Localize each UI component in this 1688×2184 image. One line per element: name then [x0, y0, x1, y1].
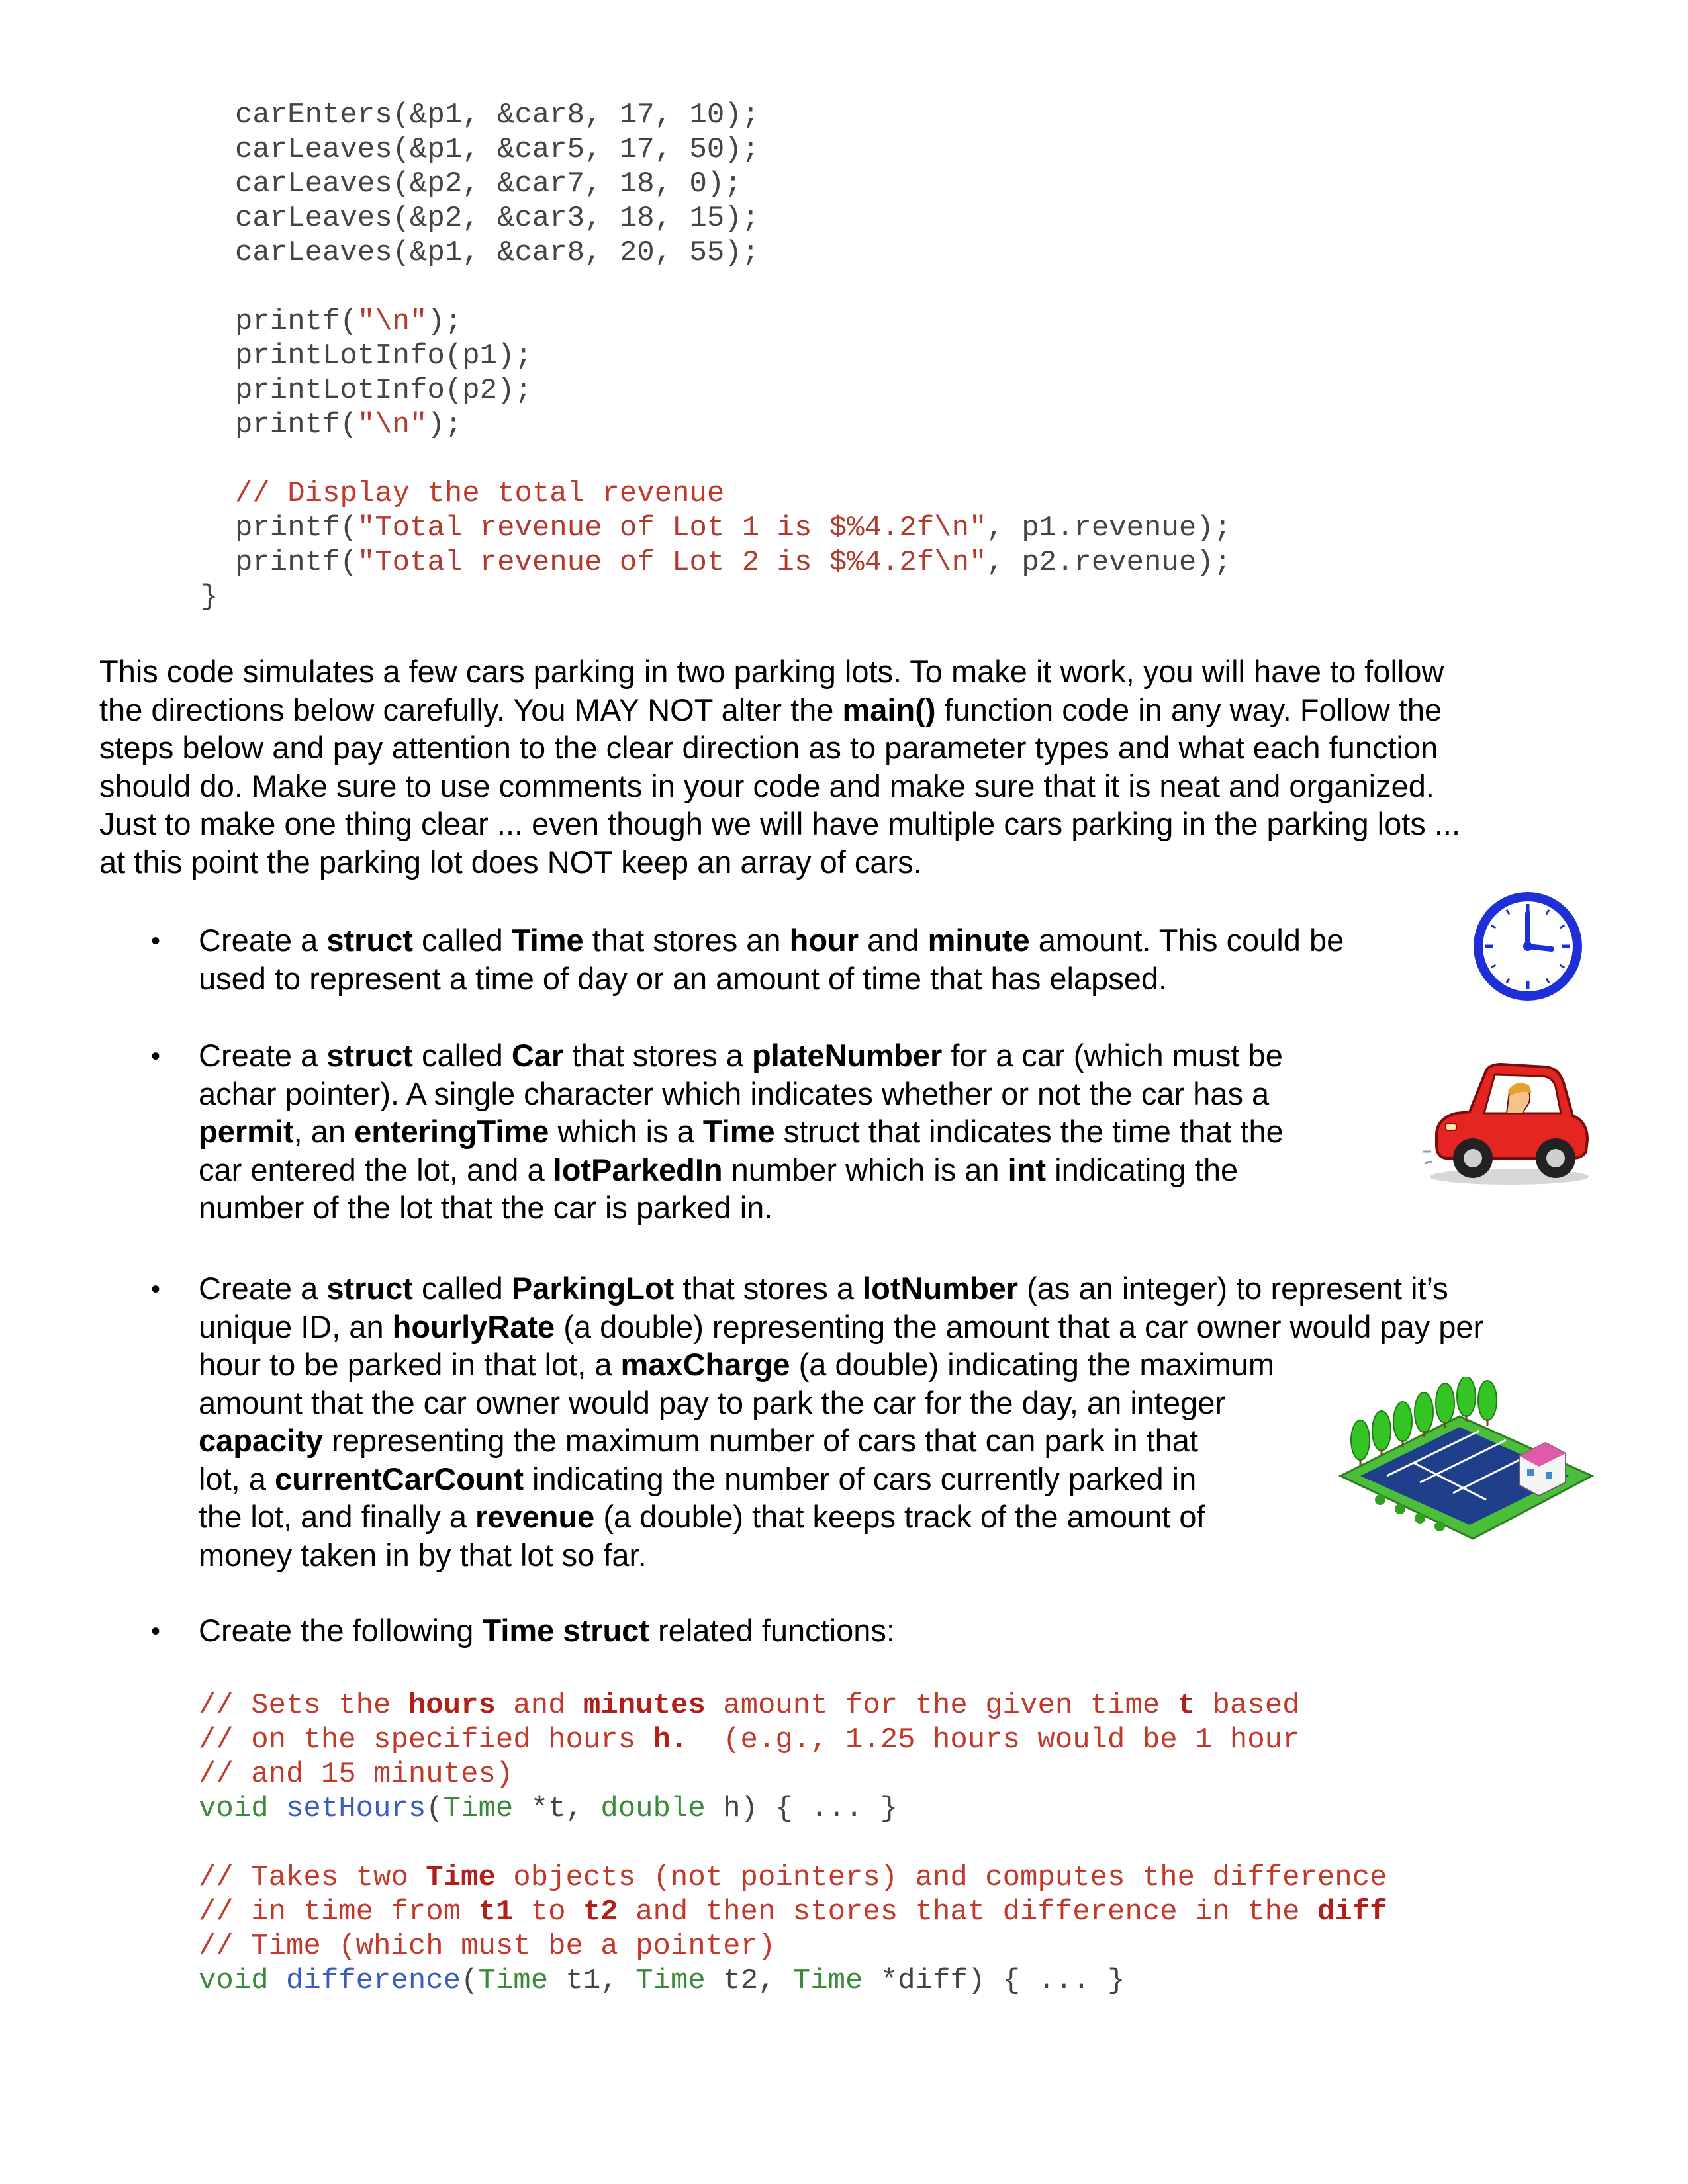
code-comment: // on the specified hours h. (e.g., 1.25 hours would be 1 hour	[199, 1723, 1300, 1756]
bullet-parkinglot-struct: Create a struct called ParkingLot that stores a lotNumber (as an integer) to represent it’s unique ID, an hourlyRate (a double) representing the amount that a car owner would pay per hour to be parked in that lot, a maxCharge (a double) indicating the maximum amount that the car owner would pay to park the car for the day, an integer capacity representing the maximum number of cars that can park in that lot, a currentCarCount indicating the number of cars currently parked in the lot, and finally a revenue (a double) that keeps track of the amount of money taken in by that lot so far.	[199, 1271, 1484, 1572]
code-comment: // Display the total revenue	[235, 477, 725, 510]
bullet-dot: •	[151, 927, 161, 956]
code-line: carLeaves(&p1, &car5, 17, 50);	[235, 133, 760, 166]
intro-paragraph: This code simulates a few cars parking in two parking lots. To make it work, you will have to follow the directions below carefully. You MAY NOT alter the main() function code in any way. Follow the steps below and pay attention to the clear direction as to parameter types and what each function should do. Make sure to use comments in your code and make sure that it is neat and organized. Just to make one thing clear ... even though we will have multiple cars parking in the parking lots ... at this point the parking lot does NOT keep an array of cars.	[99, 654, 1461, 880]
code-comment: // and 15 minutes)	[199, 1758, 514, 1791]
code-line: printf("Total revenue of Lot 1 is $%4.2f\n", p1.revenue);	[235, 512, 1232, 545]
bullet-dot: •	[151, 1042, 161, 1071]
code-comment: // in time from t1 to t2 and then stores that difference in the diff	[199, 1895, 1387, 1929]
bullet-dot: •	[151, 1275, 161, 1304]
code-closing-brace: }	[201, 580, 218, 614]
code-line: printLotInfo(p1);	[235, 340, 532, 373]
bullet-car-struct: Create a struct called Car that stores a plateNumber for a car (which must be achar pointer). A single character which indicates whether or not the car has a permit, an enteringTime which is a Time struct that indicates the time that the car entered the lot, and a lotParkedIn number which is an int indicating the number of the lot that the car is parked in.	[199, 1038, 1284, 1225]
code-comment: // Sets the hours and minutes amount for the given time t based	[199, 1689, 1300, 1722]
code-line: carEnters(&p1, &car8, 17, 10);	[235, 99, 760, 132]
bullet-time-functions: Create the following Time struct related functions:	[199, 1613, 895, 1648]
code-line: printLotInfo(p2);	[235, 374, 532, 407]
code-line: carLeaves(&p2, &car7, 18, 0);	[235, 167, 742, 201]
code-listing-time-functions	[199, 1688, 1387, 1998]
code-line: carLeaves(&p1, &car8, 20, 55);	[235, 236, 760, 269]
car-icon	[1423, 1052, 1595, 1191]
bullet-dot: •	[151, 1617, 161, 1646]
code-declaration-sethours: void setHours(Time *t, double h) { ... }	[199, 1792, 898, 1825]
code-line: printf("Total revenue of Lot 2 is $%4.2f\n", p2.revenue);	[235, 546, 1232, 579]
clock-icon	[1468, 887, 1587, 1006]
parking-lot-icon	[1334, 1377, 1599, 1542]
code-declaration-difference: void difference(Time t1, Time t2, Time *diff) { ... }	[199, 1964, 1125, 1997]
bullet-time-struct: Create a struct called Time that stores an hour and minute amount. This could be used to represent a time of day or an amount of time that has elapsed.	[199, 923, 1344, 996]
code-line: carLeaves(&p2, &car3, 18, 15);	[235, 202, 760, 235]
code-comment: // Time (which must be a pointer)	[199, 1930, 776, 1963]
code-listing-main	[235, 98, 1231, 580]
code-line: printf("\n");	[235, 305, 463, 338]
code-comment: // Takes two Time objects (not pointers) and computes the difference	[199, 1861, 1387, 1894]
code-line: printf("\n");	[235, 408, 463, 441]
